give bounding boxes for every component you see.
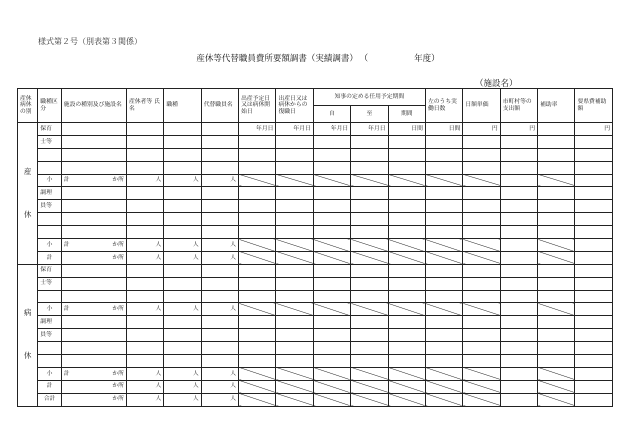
col-subsidy-amount: 要県費補助額 xyxy=(575,89,613,123)
col-job-class: 職種区分 xyxy=(38,89,62,123)
total-row: 計 か所 人 人 人 xyxy=(18,380,613,393)
col-due-date: 出産予定日又は病休開始日 xyxy=(239,89,276,123)
col-period-from: 自 xyxy=(313,106,350,123)
facility-name-label: （施設名） xyxy=(475,79,518,89)
form-number: 様式第２号（別表第３関係） xyxy=(38,37,142,46)
job-class-cell: 士等 xyxy=(38,277,62,290)
table-row xyxy=(18,264,613,277)
table-row xyxy=(18,161,613,174)
job-class-cell: 保育 xyxy=(38,123,62,136)
col-appointment-period: 知事の定める任用予定期間 xyxy=(313,89,425,106)
header-row xyxy=(18,89,613,106)
col-period-days: 期間 xyxy=(388,106,425,123)
page-title xyxy=(0,52,630,64)
col-actual-days: 左のうち実働日数 xyxy=(425,89,462,123)
total-row: 計 か所 人 人 人 xyxy=(18,251,613,264)
subtotal-label-1: 小 xyxy=(38,174,62,187)
table-row xyxy=(18,200,613,213)
table-row xyxy=(18,135,613,148)
subtotal-places: 計 か所 xyxy=(61,303,126,316)
budget-table xyxy=(17,88,613,407)
table-row xyxy=(18,213,613,226)
subtotal-row: 小 計 か所 人 人 人 xyxy=(18,367,613,380)
col-job: 職種 xyxy=(164,89,201,123)
col-period-to: 至 xyxy=(351,106,388,123)
table-row xyxy=(18,277,613,290)
grand-total-label: 合計 xyxy=(38,393,62,406)
table-row xyxy=(18,148,613,161)
subtotal-places: 計 か所 xyxy=(61,367,126,380)
table-row xyxy=(18,316,613,329)
subtotal-row: 小 計 か所 人 人 人 xyxy=(18,303,613,316)
col-leave-person: 産休者等 氏名 xyxy=(126,89,163,123)
section-sick: 病 休 xyxy=(18,264,38,406)
col-substitute: 代替職員名 xyxy=(201,89,238,123)
table-row xyxy=(18,355,613,368)
job-class-cell: 士等 xyxy=(38,135,62,148)
grand-total-row: 合計 か所 人 人 人 xyxy=(18,393,613,406)
col-daily-rate: 日額単価 xyxy=(463,89,500,123)
table-row xyxy=(18,226,613,239)
table-row: 産 休 保育 年月日 年月日 年月日 年月日 日間 日間 円 円 円 xyxy=(18,123,613,136)
col-leave-type: 産休病休の別 xyxy=(18,89,38,123)
total-label: 計 xyxy=(38,380,62,393)
table-row xyxy=(18,329,613,342)
job-class-cell: 員等 xyxy=(38,200,62,213)
subtotal-label-1: 小 xyxy=(38,239,62,252)
col-return-date: 出産日又は病休からの復職日 xyxy=(276,89,313,123)
table-row xyxy=(18,290,613,303)
year-open: （ xyxy=(363,54,369,64)
job-class-cell: 調理 xyxy=(38,187,62,200)
subtotal-label-1: 小 xyxy=(38,303,62,316)
subtotal-label-1: 小 xyxy=(38,367,62,380)
subtotal-row: 小 計 か所 人 人 人 xyxy=(18,239,613,252)
col-municipal-expense: 市町村等の支出額 xyxy=(500,89,537,123)
year-label: 年度） xyxy=(414,54,440,64)
section-maternity: 産 休 xyxy=(18,123,38,265)
subtotal-places: 計 か所 xyxy=(61,174,126,187)
subtotal-places: 計 か所 xyxy=(61,239,126,252)
table-row xyxy=(18,342,613,355)
total-label: 計 xyxy=(38,251,62,264)
job-class-cell: 保育 xyxy=(38,264,62,277)
col-facility: 施設の種別及び施設名 xyxy=(61,89,126,123)
col-subsidy-rate: 補助率 xyxy=(538,89,575,123)
job-class-cell: 員等 xyxy=(38,329,62,342)
table-row xyxy=(18,187,613,200)
job-class-cell: 調理 xyxy=(38,316,62,329)
title-text: 産休等代替職員費所要額調書（実績調書） xyxy=(196,54,358,64)
subtotal-row: 小 計 か所 人 人 人 xyxy=(18,174,613,187)
